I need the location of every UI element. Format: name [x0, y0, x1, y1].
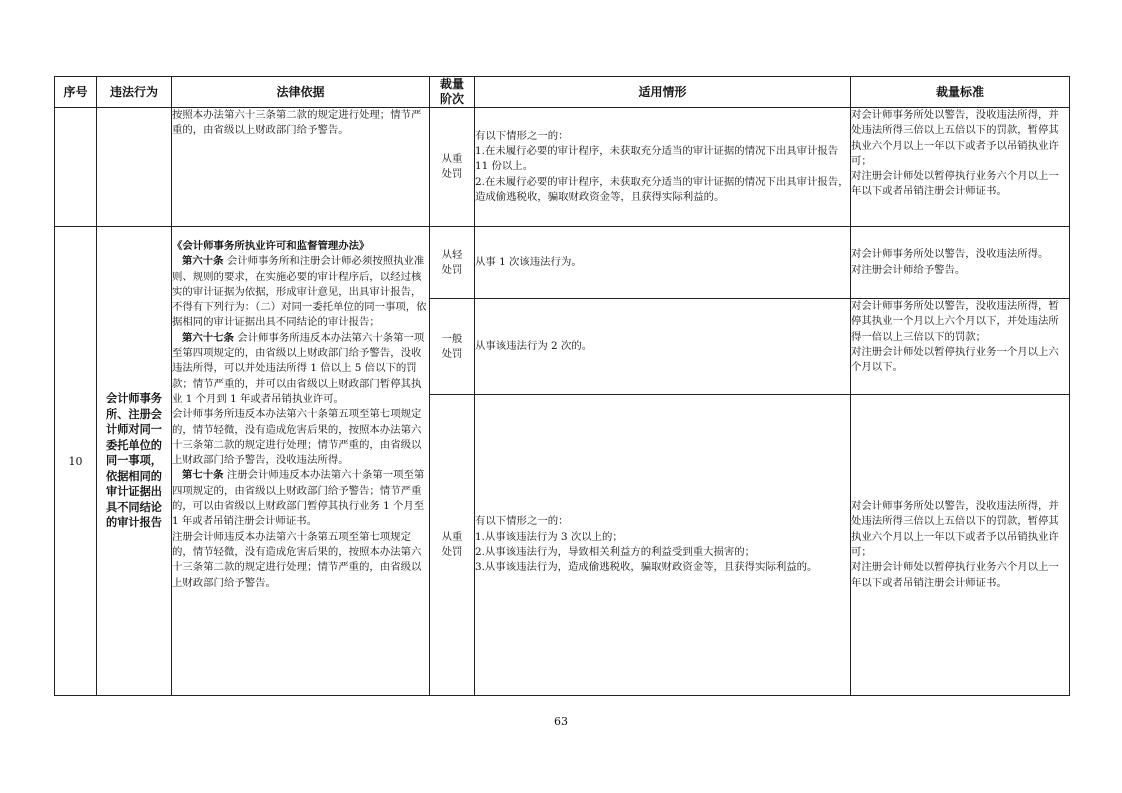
cell-violation-empty	[97, 108, 172, 227]
law-title: 《会计师事务所执业许可和监督管理办法》	[172, 240, 370, 252]
header-tier: 裁量 阶次	[430, 77, 475, 108]
tier-cell: 从重 处罚	[430, 108, 475, 227]
standard-cell: 对会计师事务所处以警告，没收违法所得，暂停其执业一个月以上六个月以下，并处违法所得一倍以上三倍以下的罚款； 对注册会计师处以暂停执行业务一个月以上六个月以下。	[851, 299, 1070, 395]
article-70-text: 注册会计师违反本办法第六十条第一项至第四项规定的，由省级以上财政部门给予警告；情节严重的，可以由省级以上财政部门暂停其执行业务 1 个月至 1 年或者吊销注册会计师证书。	[172, 469, 425, 528]
violation-cell: 会计师事务 所、注册会 计师对同一 委托单位的 同一事项， 依据相同的 审计证据出 具不同结论 的审计报告	[97, 227, 172, 696]
situation-cell: 从事该违法行为 2 次的。	[475, 299, 851, 395]
header-number: 序号	[55, 77, 97, 108]
row-number: 10	[55, 227, 97, 696]
article-70-heading: 第七十条	[182, 469, 224, 482]
standard-cell: 对会计师事务所处以警告，没收违法所得，并处违法所得三倍以上五倍以下的罚款，暂停其执业六个月以上一年以下或者予以吊销执业许可； 对注册会计师处以暂停执行业务六个月以上一年以下或者吊销注册会计师证书。	[851, 395, 1070, 696]
article-67-supplement: 会计师事务所违反本办法第六十条第五项至第七项规定的，情节轻微，没有造成危害后果的，按照本办法第六十三条第二款的规定进行处理；情节严重的，由省级以上财政部门给予警告，没收违法所得。	[172, 408, 422, 467]
header-standard: 裁量标准	[851, 77, 1070, 108]
tier-cell: 从轻 处罚	[430, 227, 475, 299]
tier-cell: 从重 处罚	[430, 395, 475, 696]
header-row	[55, 77, 1070, 108]
article-67-text: 会计师事务所违反本办法第六十条第一项至第四项规定的，由省级以上财政部门给予警告，没收违法所得，可以并处违法所得 1 倍以上 5 倍以下的罚款；情节严重的，并可以由省级以上财政部门暂停其执业 1 个月到 1 年或者吊销执业许可。	[172, 331, 425, 405]
header-legal-basis: 法律依据	[172, 77, 430, 108]
article-70-supplement: 注册会计师违反本办法第六十条第五项至第七项规定的，情节轻微，没有造成危害后果的，按照本办法第六十三条第二款的规定进行处理；情节严重的，由省级以上财政部门给予警告。	[172, 530, 422, 589]
penalty-discretion-table	[54, 76, 1070, 696]
legal-basis-cell: 按照本办法第六十三条第二款的规定进行处理；情节严重的，由省级以上财政部门给予警告。	[172, 108, 430, 227]
situation-cell: 有以下情形之一的： 1.在未履行必要的审计程序，未获取充分适当的审计证据的情况下出具审计报告 11 份以上。 2.在未履行必要的审计程序，未获取充分适当的审计证据的情况下出具审计报告，造成偷逃税收，骗取财政资金等，且获得实际利益的。	[475, 108, 851, 227]
standard-cell: 对会计师事务所处以警告，没收违法所得。 对注册会计师给予警告。	[851, 227, 1070, 299]
header-situation: 适用情形	[475, 77, 851, 108]
situation-cell: 从事 1 次该违法行为。	[475, 227, 851, 299]
tier-cell: 一般 处罚	[430, 299, 475, 395]
table-row-10-light	[55, 227, 1070, 299]
situation-cell: 有以下情形之一的： 1.从事该违法行为 3 次以上的； 2.从事该违法行为，导致相关利益方的利益受到重大损害的； 3.从事该违法行为，造成偷逃税收，骗取财政资金等，且获得实际利益的。	[475, 395, 851, 696]
legal-basis-cell	[172, 227, 430, 696]
article-60-text: 会计师事务所和注册会计师必须按照执业准则、规则的要求，在实施必要的审计程序后，以经过核实的审计证据为依据，形成审计意见，出具审计报告，不得有下列行为：（二）对同一委托单位的同一事项，依据相同的审计证据出具不同结论的审计报告；	[172, 255, 427, 329]
cell-number-empty	[55, 108, 97, 227]
page-number: 63	[554, 715, 568, 728]
table-row-continued	[55, 108, 1070, 227]
article-60	[172, 254, 429, 330]
article-60-heading: 第六十条	[182, 255, 224, 268]
article-67	[172, 331, 429, 407]
standard-cell: 对会计师事务所处以警告，没收违法所得，并处违法所得三倍以上五倍以下的罚款，暂停其执业六个月以上一年以下或者予以吊销执业许可； 对注册会计师处以暂停执行业务六个月以上一年以下或者吊销注册会计师证书。	[851, 108, 1070, 227]
article-70	[172, 468, 429, 529]
article-67-heading: 第六十七条	[182, 331, 234, 344]
header-violation: 违法行为	[97, 77, 172, 108]
